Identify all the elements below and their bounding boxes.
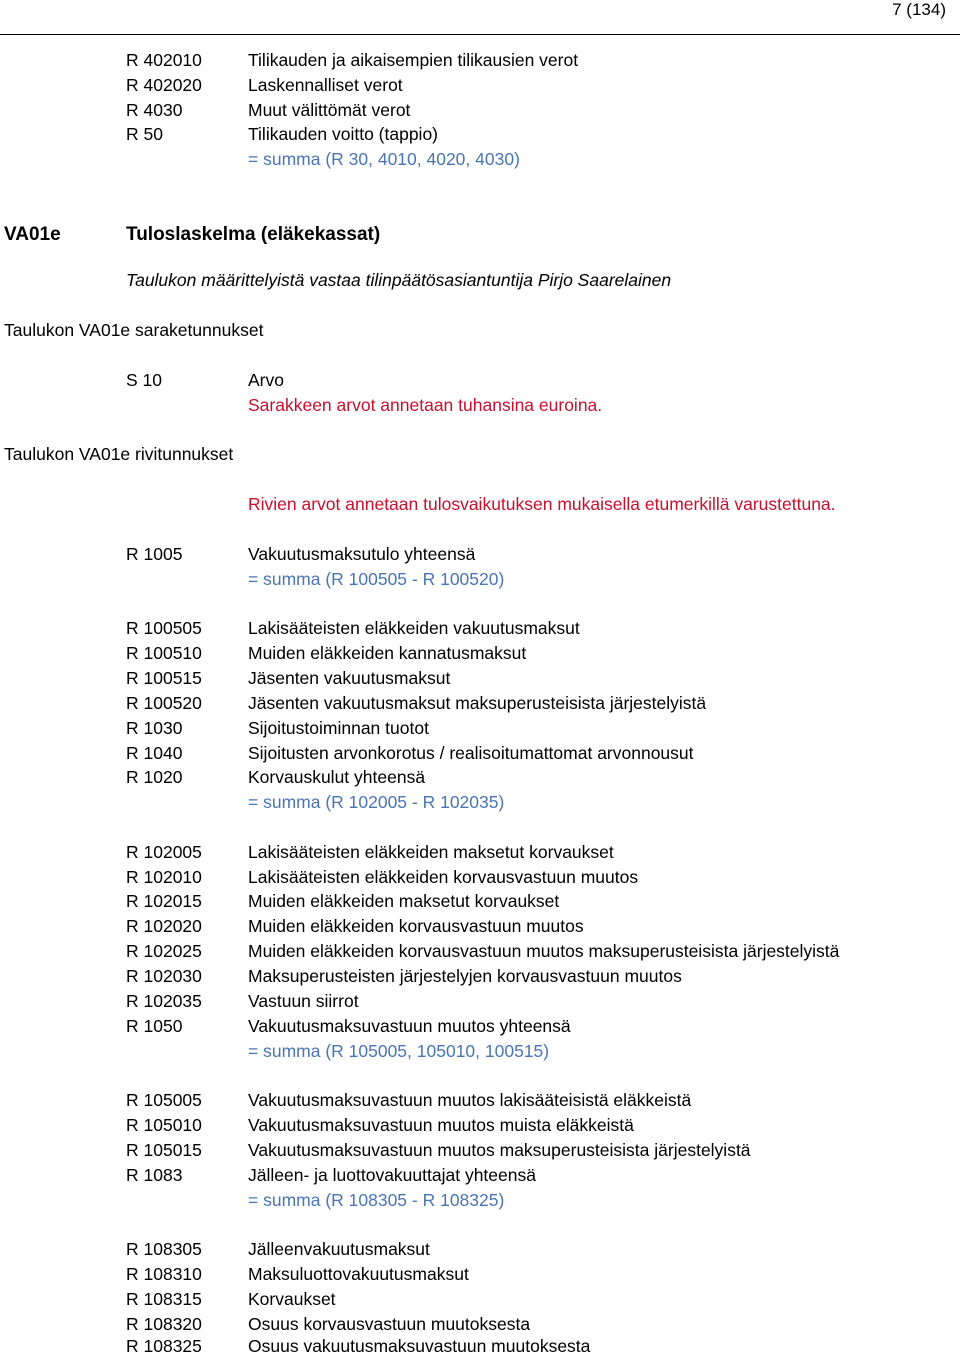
total-row-label: Jälleen- ja luottovakuuttajat yhteensä bbox=[248, 1165, 536, 1185]
row-code: R 100515 bbox=[126, 668, 202, 688]
row-label: Tilikauden ja aikaisempien tilikausien verot bbox=[248, 50, 579, 70]
row-label: Muiden eläkkeiden korvausvastuun muutos bbox=[248, 916, 584, 936]
row-label: Tilikauden voitto (tappio) bbox=[248, 124, 439, 144]
row-code: R 100510 bbox=[126, 643, 202, 663]
row-label: Jäsenten vakuutusmaksut maksuperusteisista järjestelyistä bbox=[248, 693, 707, 713]
row-code: R 1030 bbox=[126, 718, 183, 738]
column-label: Arvo bbox=[248, 370, 284, 390]
row-label: Jäsenten vakuutusmaksut bbox=[248, 668, 451, 688]
columns-heading: Taulukon VA01e saraketunnukset bbox=[4, 320, 264, 340]
row-code: R 102025 bbox=[126, 941, 202, 961]
row-code: R 102020 bbox=[126, 916, 202, 936]
rows-note: Rivien arvot annetaan tulosvaikutuksen mukaisella etumerkillä varustettuna. bbox=[248, 494, 836, 514]
row-label: Vakuutusmaksuvastuun muutos maksuperusteisista järjestelyistä bbox=[248, 1140, 751, 1160]
row-label: Lakisääteisten eläkkeiden vakuutusmaksut bbox=[248, 618, 580, 638]
row-label: Maksuluottovakuutusmaksut bbox=[248, 1264, 469, 1284]
total-row-code: R 1050 bbox=[126, 1016, 183, 1036]
total-row-formula: = summa (R 100505 - R 100520) bbox=[248, 569, 505, 589]
row-code: R 105015 bbox=[126, 1140, 202, 1160]
row-code: R 108325 bbox=[126, 1336, 202, 1356]
row-label: Osuus korvausvastuun muutoksesta bbox=[248, 1314, 531, 1334]
row-code: R 108315 bbox=[126, 1289, 202, 1309]
table-title: Tuloslaskelma (eläkekassat) bbox=[126, 224, 381, 245]
row-label: Osuus vakuutusmaksuvastuun muutoksesta bbox=[248, 1336, 591, 1356]
row-code: R 105010 bbox=[126, 1115, 202, 1135]
row-code: R 1040 bbox=[126, 743, 183, 763]
total-row-label: Vakuutusmaksutulo yhteensä bbox=[248, 544, 476, 564]
row-code: R 100505 bbox=[126, 618, 202, 638]
row-code: R 102035 bbox=[126, 991, 202, 1011]
column-note: Sarakkeen arvot annetaan tuhansina euroina. bbox=[248, 395, 603, 415]
row-label: Maksuperusteisten järjestelyjen korvausvastuun muutos bbox=[248, 966, 682, 986]
row-code: R 102005 bbox=[126, 842, 202, 862]
row-label: Muiden eläkkeiden maksetut korvaukset bbox=[248, 891, 560, 911]
row-label: Muut välittömät verot bbox=[248, 100, 411, 120]
table-responsible: Taulukon määrittelyistä vastaa tilinpäätösasiantuntija Pirjo Saarelainen bbox=[126, 270, 672, 290]
row-label: Vastuun siirrot bbox=[248, 991, 359, 1011]
row-code: R 108305 bbox=[126, 1239, 202, 1259]
row-label: Sijoitusten arvonkorotus / realisoitumattomat arvonnousut bbox=[248, 743, 694, 763]
row-label: Sijoitustoiminnan tuotot bbox=[248, 718, 429, 738]
row-code: R 4030 bbox=[126, 100, 183, 120]
row-code: R 50 bbox=[126, 124, 163, 144]
rows-heading: Taulukon VA01e rivitunnukset bbox=[4, 444, 234, 464]
row-formula: = summa (R 30, 4010, 4020, 4030) bbox=[248, 149, 520, 169]
row-label: Vakuutusmaksuvastuun muutos muista eläkkeistä bbox=[248, 1115, 634, 1135]
total-row-label: Vakuutusmaksuvastuun muutos yhteensä bbox=[248, 1016, 571, 1036]
total-row-code: R 1020 bbox=[126, 767, 183, 787]
row-label: Vakuutusmaksuvastuun muutos lakisääteisistä eläkkeistä bbox=[248, 1090, 692, 1110]
table-code: VA01e bbox=[4, 224, 61, 245]
row-label: Jälleenvakuutusmaksut bbox=[248, 1239, 430, 1259]
row-label: Muiden eläkkeiden kannatusmaksut bbox=[248, 643, 527, 663]
row-code: R 105005 bbox=[126, 1090, 202, 1110]
row-label: Lakisääteisten eläkkeiden maksetut korvaukset bbox=[248, 842, 614, 862]
row-code: R 102030 bbox=[126, 966, 202, 986]
total-row-label: Korvauskulut yhteensä bbox=[248, 767, 426, 787]
header-divider bbox=[0, 34, 960, 35]
row-code: R 102010 bbox=[126, 867, 202, 887]
column-code: S 10 bbox=[126, 370, 162, 390]
row-label: Korvaukset bbox=[248, 1289, 336, 1309]
row-code: R 402010 bbox=[126, 50, 202, 70]
row-code: R 102015 bbox=[126, 891, 202, 911]
total-row-code: R 1005 bbox=[126, 544, 183, 564]
total-row-code: R 1083 bbox=[126, 1165, 183, 1185]
total-row-formula: = summa (R 105005, 105010, 100515) bbox=[248, 1041, 550, 1061]
page-number: 7 (134) bbox=[892, 0, 946, 19]
row-label: Lakisääteisten eläkkeiden korvausvastuun muutos bbox=[248, 867, 639, 887]
row-code: R 108310 bbox=[126, 1264, 202, 1284]
row-label: Muiden eläkkeiden korvausvastuun muutos maksuperusteisista järjestelyistä bbox=[248, 941, 840, 961]
row-label: Laskennalliset verot bbox=[248, 75, 403, 95]
total-row-formula: = summa (R 102005 - R 102035) bbox=[248, 792, 505, 812]
total-row-formula: = summa (R 108305 - R 108325) bbox=[248, 1190, 505, 1210]
row-code: R 100520 bbox=[126, 693, 202, 713]
row-code: R 108320 bbox=[126, 1314, 202, 1334]
row-code: R 402020 bbox=[126, 75, 202, 95]
